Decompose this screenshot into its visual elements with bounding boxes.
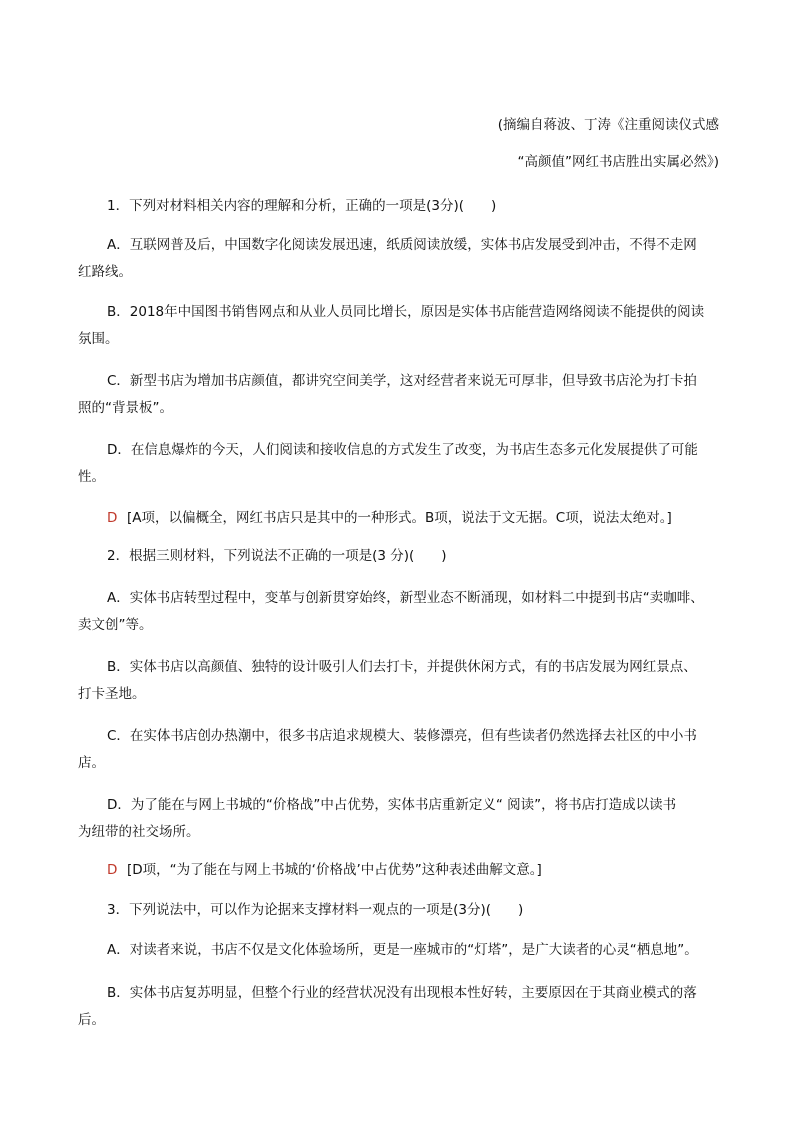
question-1-answer-letter: D xyxy=(107,510,118,526)
question-1-answer-explanation: [A项，以偏概全，网红书店只是其中的一种形式。B项，说法于文无据。C项，说法太绝对。] xyxy=(127,510,672,526)
question-2-option-a-line1: A．实体书店转型过程中，变革与创新贯穿始终，新型业态不断涌现，如材料二中提到书店“卖咖啡、 xyxy=(107,590,704,606)
question-2-answer-explanation: [D项，“为了能在与网上书城的‘价格战’中占优势”这种表述曲解文意。] xyxy=(127,862,542,878)
question-1-option-c-line2: 照的“背景板”。 xyxy=(78,400,173,416)
question-2-option-c-line1: C．在实体书店创办热潮中，很多书店追求规模大、装修漂亮，但有些读者仍然选择去社区的中小书 xyxy=(107,728,697,744)
question-2-answer xyxy=(107,860,747,880)
question-1-option-d-line2: 性。 xyxy=(78,469,105,485)
question-2-option-c-line2: 店。 xyxy=(78,755,105,771)
question-1-answer xyxy=(107,508,747,528)
question-3-stem: 3．下列说法中，可以作为论据来支撑材料一观点的一项是(3分)( ) xyxy=(107,902,524,918)
question-2-option-a-line2: 卖文创”等。 xyxy=(78,617,153,633)
question-1-option-c-line1: C．新型书店为增加书店颜值，都讲究空间美学，这对经营者来说无可厚非，但导致书店沦为打卡拍 xyxy=(107,373,697,389)
question-3-option-b-line1: B．实体书店复苏明显，但整个行业的经营状况没有出现根本性好转，主要原因在于其商业模式的落 xyxy=(107,985,697,1001)
question-2-option-b-line1: B．实体书店以高颜值、独特的设计吸引人们去打卡，并提供休闲方式，有的书店发展为网红景点、 xyxy=(107,659,697,675)
question-2-option-d-line2: 为纽带的社交场所。 xyxy=(78,824,200,840)
source-citation-line2: “高颜值”网红书店胜出实属必然》) xyxy=(517,154,719,170)
source-citation-line1: (摘编自蒋波、丁涛《注重阅读仪式感 xyxy=(497,117,719,133)
question-1-stem: 1．下列对材料相关内容的理解和分析，正确的一项是(3分)( ) xyxy=(107,198,497,214)
question-2-stem: 2．根据三则材料，下列说法不正确的一项是(3 分)( ) xyxy=(107,548,447,564)
question-1-option-a-line2: 红路线。 xyxy=(78,264,132,280)
question-3-option-a-line1: A．对读者来说，书店不仅是文化体验场所，更是一座城市的“灯塔”，是广大读者的心灵“栖息地”。 xyxy=(107,942,698,958)
question-3-option-b-line2: 后。 xyxy=(78,1012,105,1028)
question-1-option-d-line1: D．在信息爆炸的今天，人们阅读和接收信息的方式发生了改变，为书店生态多元化发展提供了可能 xyxy=(107,442,698,458)
question-1-option-b-line1: B．2018年中国图书销售网点和从业人员同比增长，原因是实体书店能营造网络阅读不能提供的阅读 xyxy=(107,304,705,320)
question-2-option-d-line1: D．为了能在与网上书城的“价格战”中占优势，实体书店重新定义“ 阅读”，将书店打造成以读书 xyxy=(107,797,677,813)
question-2-option-b-line2: 打卡圣地。 xyxy=(78,686,146,702)
question-2-answer-letter: D xyxy=(107,862,118,878)
question-1-option-a-line1: A．互联网普及后，中国数字化阅读发展迅速，纸质阅读放缓，实体书店发展受到冲击，不得不走网 xyxy=(107,237,697,253)
question-1-option-b-line2: 氛围。 xyxy=(78,331,119,347)
